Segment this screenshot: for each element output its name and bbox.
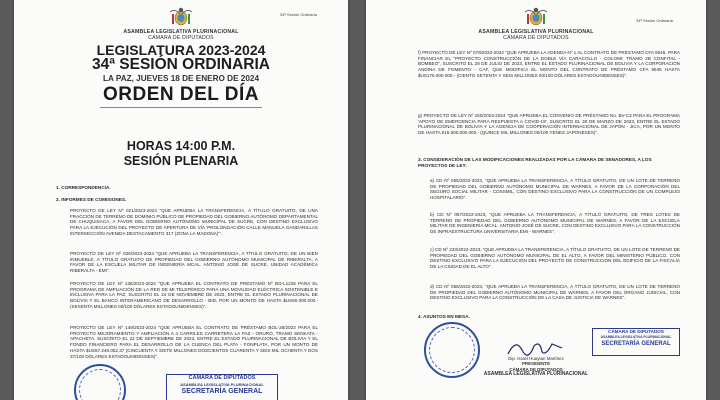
agenda-item: PROYECTO DE LEY Nº 021/2023-2024 "QUE APRUEBA LA TRANSFERENCIA, A TÍTULO GRATUITO, DE UNA FRACCIÓN DE TERRENO DE DOMINIO PÚBLICO DE PROPIEDAD DEL GOBIERNO AUTÓNOMO DEPARTAMENTAL DE CHUQUISACA, A FAVOR DEL GOBIERNO AUTÓNOMO MUNICIPAL DE SUCRE, CON DESTINO EXCLUSIVO PARA LA EJECUCIÓN DEL PROYECTO DE APERTURA DE VÍA 'PROLONGACIÓN CALLE MANUELA GANDARILLAS INTERSECCIÓN AVENIDA DESTACAMENTO 317 (ZONA LA MADONA)'". xyxy=(70,208,318,236)
agenda-item: PROYECTO DE LEY Nº 136/2023-2024 "QUE APRUEBA EL CONTRATO DE PRÉSTAMO Nº BO-L1226 PARA EL PROGRAMA DE AMPLIACIÓN DE LA RED DE MI TELEFÉRICO PARA UNA MOVILIDAD ELÉCTRICA SOSTENIBLE E INCLUSIVA PARA LA PAZ, SUSCRITO EL 24 DE NOVIEMBRE DE 2023, ENTRE EL ESTADO PLURINACIONAL DE BOLIVIA Y EL BANCO INTERAMERICANO DE DESARROLLO - BID, POR UN MONTO DE HASTA $US60.000.000.- (SESENTA MILLONES 00/100 DÓLARES ESTADOUNIDENSES)". xyxy=(70,281,318,309)
orden-del-dia-title: ORDEN DEL DÍA xyxy=(102,84,260,105)
signer-org1: CÁMARA DE DIPUTADOS xyxy=(509,366,563,372)
signer-role: PRESIDENTE xyxy=(521,361,551,367)
stamp-line3: SECRETARÍA GENERAL xyxy=(181,388,263,395)
institution-header xyxy=(14,29,348,41)
institution-line2: CÁMARA DE DIPUTADOS xyxy=(148,35,214,41)
stamp-line2: ASAMBLEA LEGISLATIVA PLURINACIONAL xyxy=(180,382,264,387)
stamp-line1: CÁMARA DE DIPUTADOS xyxy=(608,329,664,334)
agenda-item: g) PROYECTO DE LEY Nº 150/2023-2024 "QUE APRUEBA EL CONVENIO DE PRÉSTAMO No. BV-C3 PARA EL PROGRAMA 'APOYO DE EMERGENCIA PARA RESPUESTA A COVID-19', SUSCRITO EL 30 DE MARZO DE 2023, ENTRE EL ESTADO PLURINACIONAL DE BOLIVIA Y LA AGENCIA DE COOPERACIÓN INTERNACIONAL DE JAPÓN - JICA, POR UN MONTO DE HASTA ¥15.000.000.000.- (QUINCE MIL MILLONES 00/100 YENES JAPONESES)". xyxy=(418,113,680,136)
stamp-line3: SECRETARÍA GENERAL xyxy=(601,340,671,347)
document-page-2 xyxy=(366,0,706,400)
item-correspondencia: 1. CORRESPONDENCIA. xyxy=(56,185,111,190)
agenda-item: PROYECTO DE LEY Nº 029/2023-2024 "QUE APRUEBA LA TRANSFERENCIA, A TÍTULO GRATUITO, DE UN BIEN INMUEBLE, A TÍTULO GRATUITO DE PROPIEDAD DEL GOBIERNO AUTÓNOMO MUNICIPAL DE RIBERALTA, A FAVOR DE LA ESCUELA MILITAR DE INGENIERÍA MCAL. ANTONIO JOSÉ DE SUCRE, UNIDAD ACADÉMICA RIBERALTA - EMI". xyxy=(70,251,318,274)
session-title: 34ª SESIÓN ORDINARIA xyxy=(92,56,270,73)
scan-border-right xyxy=(706,0,720,400)
scan-border-middle xyxy=(348,0,366,400)
session-tag: 34ª Sesión Ordinaria xyxy=(636,18,673,23)
agenda-item: b) CD Nº 057/2022-2023, "QUE APRUEBA LA TRANSFERENCIA, A TÍTULO GRATUITO, DE TRES LOTES DE TERRENO DE PROPIEDAD DEL GOBIERNO AUTÓNOMO MUNICIPAL DE WARNES, A FAVOR DE LA ESCUELA MILITAR DE INGENIERÍA MCAL. ANTONIO JOSÉ DE SUCRE, CON DESTINO EXCLUSIVO PARA LA CONSTRUCCIÓN DE INFRAESTRUCTURA UNIVERSITARIA EMI - WARNES". xyxy=(430,212,680,235)
secretaria-stamp xyxy=(166,374,278,400)
institution-header xyxy=(366,29,706,41)
institution-line1: ASAMBLEA LEGISLATIVA PLURINACIONAL xyxy=(123,29,239,35)
official-seal-icon xyxy=(424,322,480,378)
scan-border-left xyxy=(0,0,14,400)
stamp-line2: ASAMBLEA LEGISLATIVA PLURINACIONAL xyxy=(600,335,672,339)
signature-block xyxy=(476,356,596,378)
official-seal-icon xyxy=(74,364,126,400)
bolivia-coat-of-arms-icon xyxy=(168,6,194,28)
agenda-item: f) PROYECTO DE LEY Nº 079/2023-2024 "QUE APRUEBA LA ADENDA Nº 1 AL CONTRATO DE PRÉSTAMO CFA 9545, PARA FINANCIAR EL "PROYECTO CONSTRUCCIÓN DE LA DOBLE VÍA CARACOLLO - COLOMI: TRAMO 2B CONFITAL - BOMBEO", SUSCRITO EL 28 DE JULIO DE 2023, ENTRE EL ESTADO PLURINACIONAL DE BOLIVIA Y LA CORPORACIÓN ANDINA DE FOMENTO - CAF, QUE MODIFICA EL MONTO DEL CONTRATO DE PRÉSTAMO CFA 9545 HASTA $US176.000.000.- (CIENTO SETENTA Y SEIS MILLONES 00/100 DÓLARES ESTADOUNIDENSES)". xyxy=(418,50,680,78)
divider xyxy=(100,107,262,108)
signer-name: Dip. Israel Huaytari Martínez xyxy=(508,356,564,361)
section-consideracion: 3. CONSIDERACIÓN DE LAS MODIFICACIONES REALIZADAS POR LA CÁMARA DE SENADORES, A LOS PROYECTOS DE LEY: xyxy=(418,157,652,168)
secretaria-stamp xyxy=(592,328,680,356)
agenda-item: a) CD Nº 055/2022-2023, "QUE APRUEBA LA TRANSFERENCIA, A TÍTULO GRATUITO, DE UN LOTE DE TERRENO DE PROPIEDAD DEL GOBIERNO AUTÓNOMO MUNICIPAL DE WARNES, A FAVOR DE LA CORPORACIÓN DEL SEGURO SOCIAL MILITAR - COSSMIL, CON DESTINO EXCLUSIVO PARA LA CONSTRUCCIÓN DE UN COMPLEJO HOSPITALARIO". xyxy=(430,178,680,201)
institution-line1: ASAMBLEA LEGISLATIVA PLURINACIONAL xyxy=(478,29,594,35)
item-informes: 2. INFORMES DE COMISIONES. xyxy=(56,197,127,202)
session-type: SESIÓN PLENARIA xyxy=(123,154,239,168)
bolivia-coat-of-arms-icon xyxy=(523,6,549,28)
session-tag: 34ª Sesión Ordinaria xyxy=(280,12,317,17)
session-time: HORAS 14:00 P.M. xyxy=(126,139,236,153)
legislatura-title: LEGISLATURA 2023-2024 xyxy=(96,42,266,58)
institution-line2: CÁMARA DE DIPUTADOS xyxy=(503,35,569,41)
signer-org2: ASAMBLEA LEGISLATIVA PLURINACIONAL xyxy=(483,371,589,378)
agenda-item: c) CD Nº 233/2022-2023, "QUE APRUEBA LA TRANSFERENCIA, A TÍTULO GRATUITO, DE UN LOTE DE TERRENO DE PROPIEDAD DEL GOBIERNO AUTÓNOMO MUNICIPAL DE EL ALTO, A FAVOR DEL MINISTERIO PÚBLICO, CON DESTINO EXCLUSIVO PARA LA EJECUCIÓN DEL PROYECTO DE CONSTRUCCIÓN DEL EDIFICIO DE LA FISCALÍA DE LA CIUDAD DE EL ALTO". xyxy=(430,247,680,270)
item-asuntos-en-mesa: 4. ASUNTOS EN MESA. xyxy=(418,314,470,319)
document-page-1 xyxy=(14,0,348,400)
agenda-item: d) CD Nº 056/2022-2023, "QUE APRUEBA LA TRANSFERENCIA, A TÍTULO GRATUITO, DE UN LOTE DE TERRENO DE PROPIEDAD DEL GOBIERNO AUTÓNOMO MUNICIPAL DE WARNES, A FAVOR DEL ÓRGANO JUDICIAL, CON DESTINO EXCLUSIVO PARA LA CONSTRUCCIÓN DE LA CASA DE JUSTICIA DE WARNES". xyxy=(430,284,680,301)
agenda-item: PROYECTO DE LEY Nº 149/2023-2024 "QUE APRUEBA EL CONTRATO DE PRÉSTAMO BOL-28/2023 PARA EL PROYECTO MEJORAMIENTO Y AMPLIACIÓN A 4 CARRILES CARRETERA LA PAZ - ORURO, TRAMO SENKATA - APACHETA, SUSCRITO EL 22 DE SEPTIEMBRE DE 2023, ENTRE EL ESTADO PLURINACIONAL DE BOLIVIA Y EL FONDO FINANCIERO PARA EL DESARROLLO DE LA CUENCA DEL PLATA - FONPLATA, POR UN MONTO DE HASTA $US57.246.052,37 (CINCUENTA Y SIETE MILLONES DOSCIENTOS CUARENTA Y SEIS MIL OCHENTA Y DOS 37/100 DÓLARES ESTADOUNIDENSES)". xyxy=(70,325,318,359)
stamp-line1: CÁMARA DE DIPUTADOS xyxy=(188,375,256,381)
place-date: LA PAZ, JUEVES 18 DE ENERO DE 2024 xyxy=(102,74,260,83)
